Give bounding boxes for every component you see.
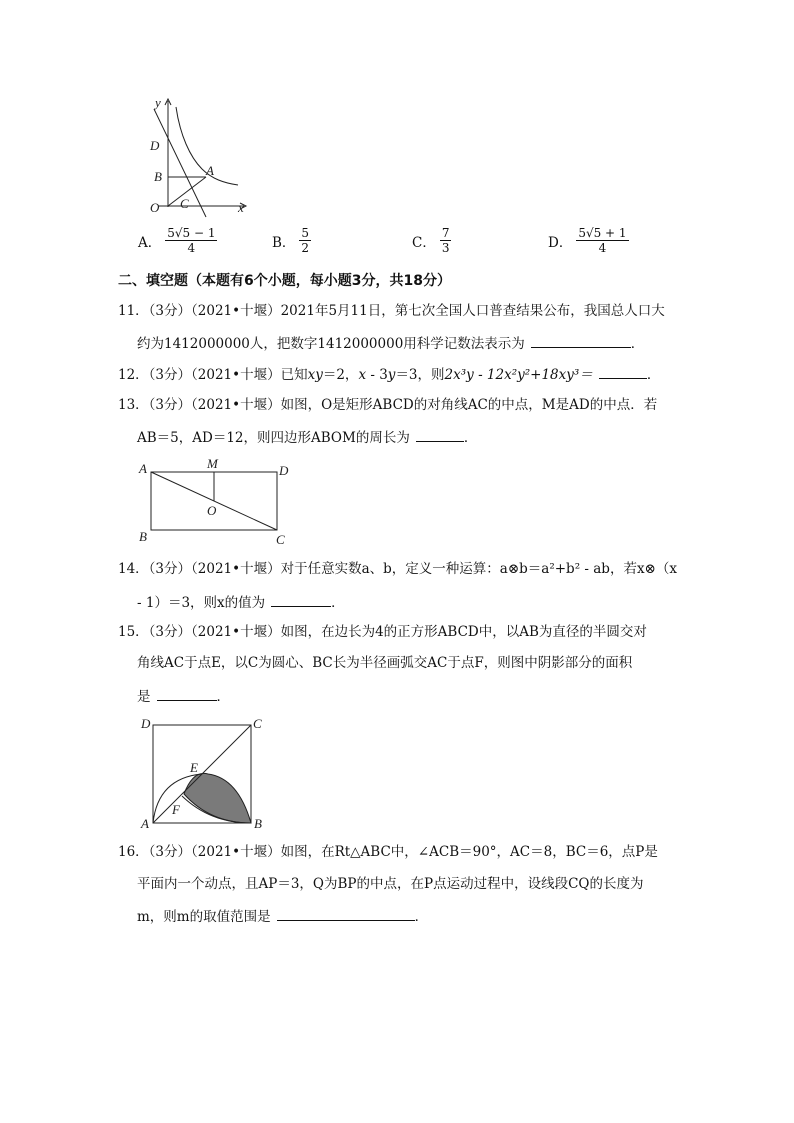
label-m: M [207, 456, 218, 471]
option-fraction [299, 226, 311, 255]
q15-answer-blank[interactable] [157, 686, 217, 701]
option-letter: B． [272, 234, 296, 251]
shaded-region [184, 773, 251, 823]
label-a: A [206, 163, 214, 178]
q14-line1: 14．（3分）（2021•十堰）对于任意实数a、b，定义一种运算：a⊗b＝a²+b² - ab，若x⊗（x [118, 561, 677, 577]
period: ． [646, 367, 661, 383]
label-o: O [207, 503, 217, 518]
q13-figure [135, 455, 295, 547]
numerator: 7 [441, 226, 450, 240]
q14-answer-blank[interactable] [271, 592, 331, 607]
q10-option-b [272, 226, 311, 255]
label-f: F [172, 802, 180, 817]
q12-answer-blank[interactable] [599, 364, 647, 379]
label-d: D [141, 716, 151, 731]
option-fraction [165, 226, 217, 255]
q12-line [118, 364, 660, 384]
q14-line2 [137, 592, 345, 612]
label-b: B [154, 169, 162, 184]
q12-var: x [358, 367, 367, 383]
label-e: E [190, 760, 198, 775]
label-a: A [139, 461, 147, 476]
q11-line1: 11．（3分）（2021•十堰）2021年5月11日，第七次全国人口普查结果公布，我国总人口大 [118, 303, 665, 319]
label-y: y [155, 95, 161, 110]
q16-line2: 平面内一个动点，且AP＝3，Q为BP的中点，在P点运动过程中，设线段CQ的长度为 [137, 876, 644, 892]
q13-line2 [137, 427, 477, 447]
q12-text: - 3 [366, 367, 388, 383]
q12-expression: 2x³y - 12x²y²+18xy³＝ [444, 367, 593, 383]
q12-text: ＝2， [322, 367, 359, 383]
option-fraction [576, 226, 628, 255]
q12-var: xy [307, 367, 323, 383]
q13-answer-blank[interactable] [416, 427, 464, 442]
q10-option-c [412, 226, 451, 255]
q11-answer-blank[interactable] [531, 333, 631, 348]
label-o: O [150, 200, 160, 215]
q12-prefix: 12．（3分）（2021•十堰）已知 [118, 367, 308, 383]
section-title: 二、填空题（本题有6个小题，每小题3分，共18分） [118, 273, 451, 289]
q15-figure [138, 712, 268, 832]
q10-figure [140, 95, 260, 220]
label-d: D [150, 138, 160, 153]
numerator: 5√5 − 1 [167, 226, 216, 240]
numerator: 5√5 + 1 [578, 226, 627, 240]
q11-line2 [137, 333, 644, 353]
q13-line1: 13．（3分）（2021•十堰）如图，O是矩形ABCD的对角线AC的中点，M是AD的中点．若 [118, 397, 658, 413]
q10-option-a [138, 226, 217, 255]
denominator: 2 [301, 241, 310, 255]
q15-line2: 角线AC于点E，以C为圆心、BC长为半径画弧交AC于点F，则图中阴影部分的面积 [137, 655, 633, 671]
period: ． [216, 689, 230, 705]
q15-line3 [137, 686, 230, 706]
q10-option-d [548, 226, 629, 255]
denominator: 4 [187, 241, 196, 255]
q16-text: m，则m的取值范围是 [137, 909, 271, 925]
denominator: 3 [441, 241, 450, 255]
option-letter: A． [138, 234, 162, 251]
label-c: C [180, 196, 189, 211]
q12-var: y [387, 367, 396, 383]
option-letter: D． [548, 234, 573, 251]
q12-text: ＝3，则 [395, 367, 445, 383]
q16-line1: 16．（3分）（2021•十堰）如图，在Rt△ABC中，∠ACB＝90°，AC＝8，BC＝6，点P是 [118, 844, 658, 860]
q13-text: AB＝5，AD＝12，则四边形ABOM的周长为 [137, 430, 410, 446]
label-c: C [253, 716, 262, 731]
label-c: C [276, 532, 285, 547]
label-b: B [139, 529, 147, 544]
q16-answer-blank[interactable] [277, 906, 415, 921]
q16-line3 [137, 906, 428, 926]
q11-text: 约为1412000000人，把数字1412000000用科学记数法表示为 [137, 336, 525, 352]
label-x: x [238, 200, 244, 215]
denominator: 4 [598, 241, 607, 255]
label-a: A [141, 816, 149, 831]
q15-text: 是 [137, 689, 151, 705]
period: ． [414, 909, 429, 925]
period: ． [463, 430, 478, 446]
period: ． [331, 595, 345, 611]
numerator: 5 [301, 226, 310, 240]
q14-text: - 1）＝3，则x的值为 [137, 595, 266, 611]
label-d: D [279, 463, 289, 478]
q15-line1: 15．（3分）（2021•十堰）如图，在边长为4的正方形ABCD中，以AB为直径的半圆交对 [118, 624, 647, 640]
period: ． [630, 336, 645, 352]
label-b: B [254, 816, 262, 831]
option-fraction [440, 226, 452, 255]
option-letter: C． [412, 234, 436, 251]
